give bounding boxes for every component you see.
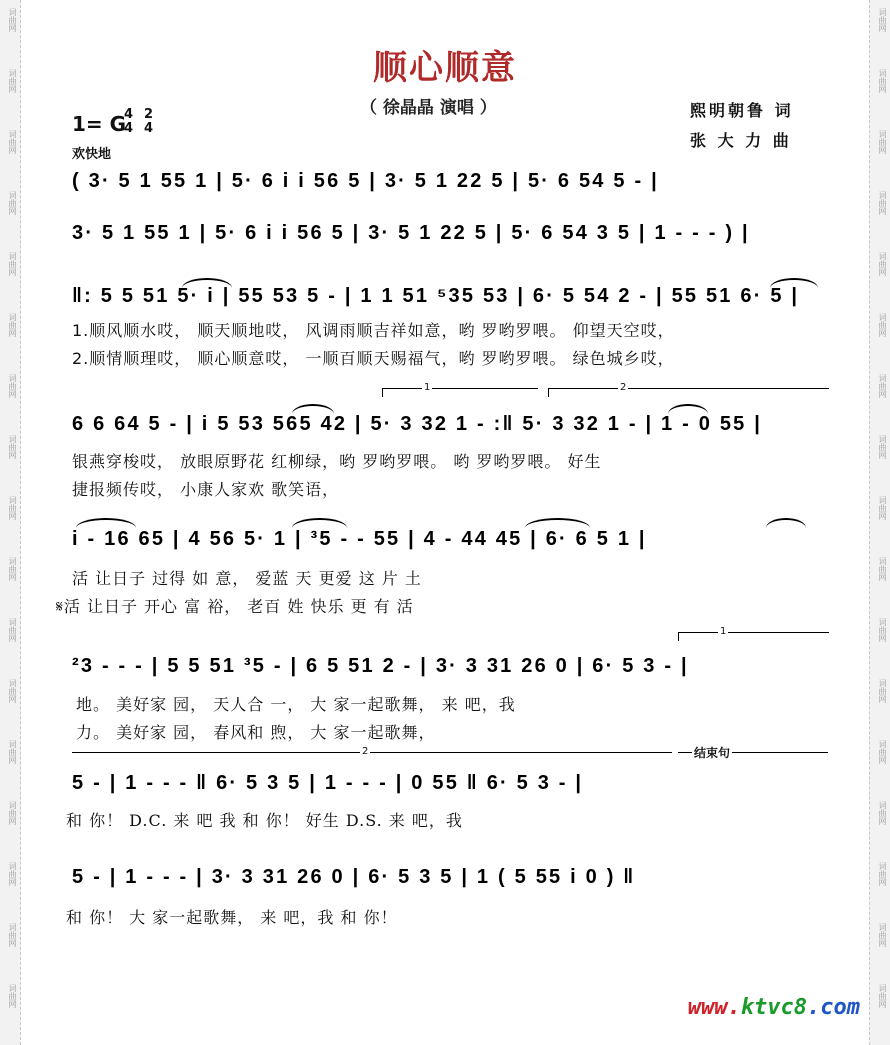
score-line-7: 5 - | 1 - - - ‖ 6· 5 3 5 | 1 - - - | 0 55 ‖ 6· 5 3 - |: [72, 772, 584, 794]
watermark-text: 词曲网: [8, 557, 17, 581]
composer-credit: 张 大 力 曲: [690, 131, 792, 150]
volta-number: 2: [620, 382, 627, 393]
watermark-text: 词曲网: [878, 740, 887, 764]
watermark-text: 词曲网: [878, 984, 887, 1008]
watermark-text: 词曲网: [878, 496, 887, 520]
score-line-3: ‖: 5 5 51 5· i | 55 53 5 - | 1 1 51 ⁵35 53 | 6· 5 54 2 - | 55 51 6· 5 |: [72, 285, 800, 307]
lyric-line-3-verse-2: 2.顺情顺理哎， 顺心顺意哎， 一顺百顺天赐福气，哟 罗哟罗喂。 绿色城乡哎，: [72, 349, 675, 368]
watermark-text: 词曲网: [8, 801, 17, 825]
volta-number: 2: [362, 746, 369, 757]
volta-number: 1: [720, 626, 727, 637]
watermark-text: 词曲网: [878, 679, 887, 703]
score-line-5: i - 16 65 | 4 56 5· 1 | ³5 - - 55 | 4 - 44 45 | 6· 6 5 1 |: [72, 528, 647, 550]
watermark-text: 词曲网: [8, 862, 17, 886]
time-signature-a: 4 4: [124, 107, 134, 136]
lyric-line-4-verse-2: 捷报频传哎， 小康人家欢 歌笑语，: [72, 480, 340, 499]
watermark-text: 词曲网: [8, 984, 17, 1008]
lyric-line-4-verse-1: 银燕穿梭哎， 放眼原野花 红柳绿，哟 罗哟罗喂。 哟 罗哟罗喂。 好生: [72, 452, 602, 471]
watermark-text: 词曲网: [878, 252, 887, 276]
tempo-marking: 欢快地: [72, 147, 112, 162]
score-line-2: 3· 5 1 55 1 | 5· 6 i i 56 5 | 3· 5 1 22 5 | 5· 6 54 3 5 | 1 - - - ) |: [72, 222, 750, 244]
watermark-text: 词曲网: [8, 252, 17, 276]
watermark-text: 词曲网: [8, 496, 17, 520]
watermark-text: 词曲网: [878, 191, 887, 215]
lyric-line-6-verse-1: 地。 美好家 园， 天人合 一， 大 家一起歌舞， 来 吧，我: [76, 695, 516, 714]
slur-mark: [766, 518, 806, 528]
watermark-text: 词曲网: [8, 8, 17, 32]
lyric-line-8: 和 你！ 大 家一起歌舞， 来 吧，我 和 你！: [66, 908, 398, 927]
left-watermark-strip: [0, 0, 21, 1045]
watermark-text: 词曲网: [8, 374, 17, 398]
ending-label: 结束句: [694, 746, 731, 760]
volta-number: 1: [424, 382, 431, 393]
score-line-6: ²3 - - - | 5 5 51 ³5 - | 6 5 51 2 - | 3· 3 31 26 0 | 6· 5 3 - |: [72, 655, 689, 677]
lyric-line-7: 和 你！ D.C. 来 吧 我 和 你！ 好生 D.S. 来 吧，我: [66, 811, 463, 830]
lyric-line-3-verse-1: 1.顺风顺水哎， 顺天顺地哎， 风调雨顺吉祥如意，哟 罗哟罗喂。 仰望天空哎，: [72, 321, 675, 340]
watermark-text: 词曲网: [8, 313, 17, 337]
score-line-4: 6 6 64 5 - | i 5 53 565 42 | 5· 3 32 1 - :‖ 5· 3 32 1 - | 1 - 0 55 |: [72, 413, 763, 435]
watermark-text: 词曲网: [878, 801, 887, 825]
watermark-text: 词曲网: [878, 8, 887, 32]
site-logo[interactable]: www.ktvc8.com: [687, 995, 860, 1020]
score-line-1: ( 3· 5 1 55 1 | 5· 6 i i 56 5 | 3· 5 1 22 5 | 5· 6 54 5 - |: [72, 170, 659, 192]
watermark-text: 词曲网: [878, 374, 887, 398]
lyric-line-6-verse-2: 力。 美好家 园， 春风和 煦， 大 家一起歌舞，: [76, 723, 436, 742]
lyric-line-5-verse-2: 𝄋活 让日子 开心 富 裕， 老百 姓 快乐 更 有 活: [56, 597, 414, 616]
watermark-text: 词曲网: [8, 740, 17, 764]
watermark-text: 词曲网: [8, 618, 17, 642]
watermark-text: 词曲网: [8, 191, 17, 215]
watermark-text: 词曲网: [878, 618, 887, 642]
volta-bracket-2: [548, 388, 829, 397]
watermark-text: 词曲网: [8, 923, 17, 947]
watermark-text: 词曲网: [878, 435, 887, 459]
watermark-text: 词曲网: [878, 313, 887, 337]
time-signature-b: 2 4: [144, 107, 154, 136]
watermark-text: 词曲网: [878, 130, 887, 154]
volta-bracket-2: [72, 752, 672, 761]
watermark-text: 词曲网: [8, 130, 17, 154]
lyric-line-5-verse-1: 活 让日子 过得 如 意， 爱蓝 天 更爱 这 片 土: [72, 569, 422, 588]
watermark-text: 词曲网: [8, 69, 17, 93]
lyricist-credit: 熙明朝鲁 词: [690, 101, 794, 120]
volta-bracket-1: [382, 388, 538, 397]
watermark-text: 词曲网: [878, 923, 887, 947]
score-line-8: 5 - | 1 - - - | 3· 3 31 26 0 | 6· 5 3 5 | 1 ( 5 55 i 0 ) ‖: [72, 866, 636, 888]
slur-mark: [76, 518, 136, 528]
right-watermark-strip: [869, 0, 890, 1045]
watermark-text: 词曲网: [878, 862, 887, 886]
key-signature: 1= G: [72, 112, 127, 136]
singer-credit: （ 徐晶晶 演唱 ）: [360, 98, 497, 118]
slur-mark: [525, 518, 590, 528]
watermark-text: 词曲网: [8, 435, 17, 459]
song-title: 顺心顺意: [373, 48, 517, 88]
watermark-text: 词曲网: [878, 557, 887, 581]
slur-mark: [292, 518, 347, 528]
volta-bracket-1: [678, 632, 829, 641]
watermark-text: 词曲网: [8, 679, 17, 703]
watermark-text: 词曲网: [878, 69, 887, 93]
